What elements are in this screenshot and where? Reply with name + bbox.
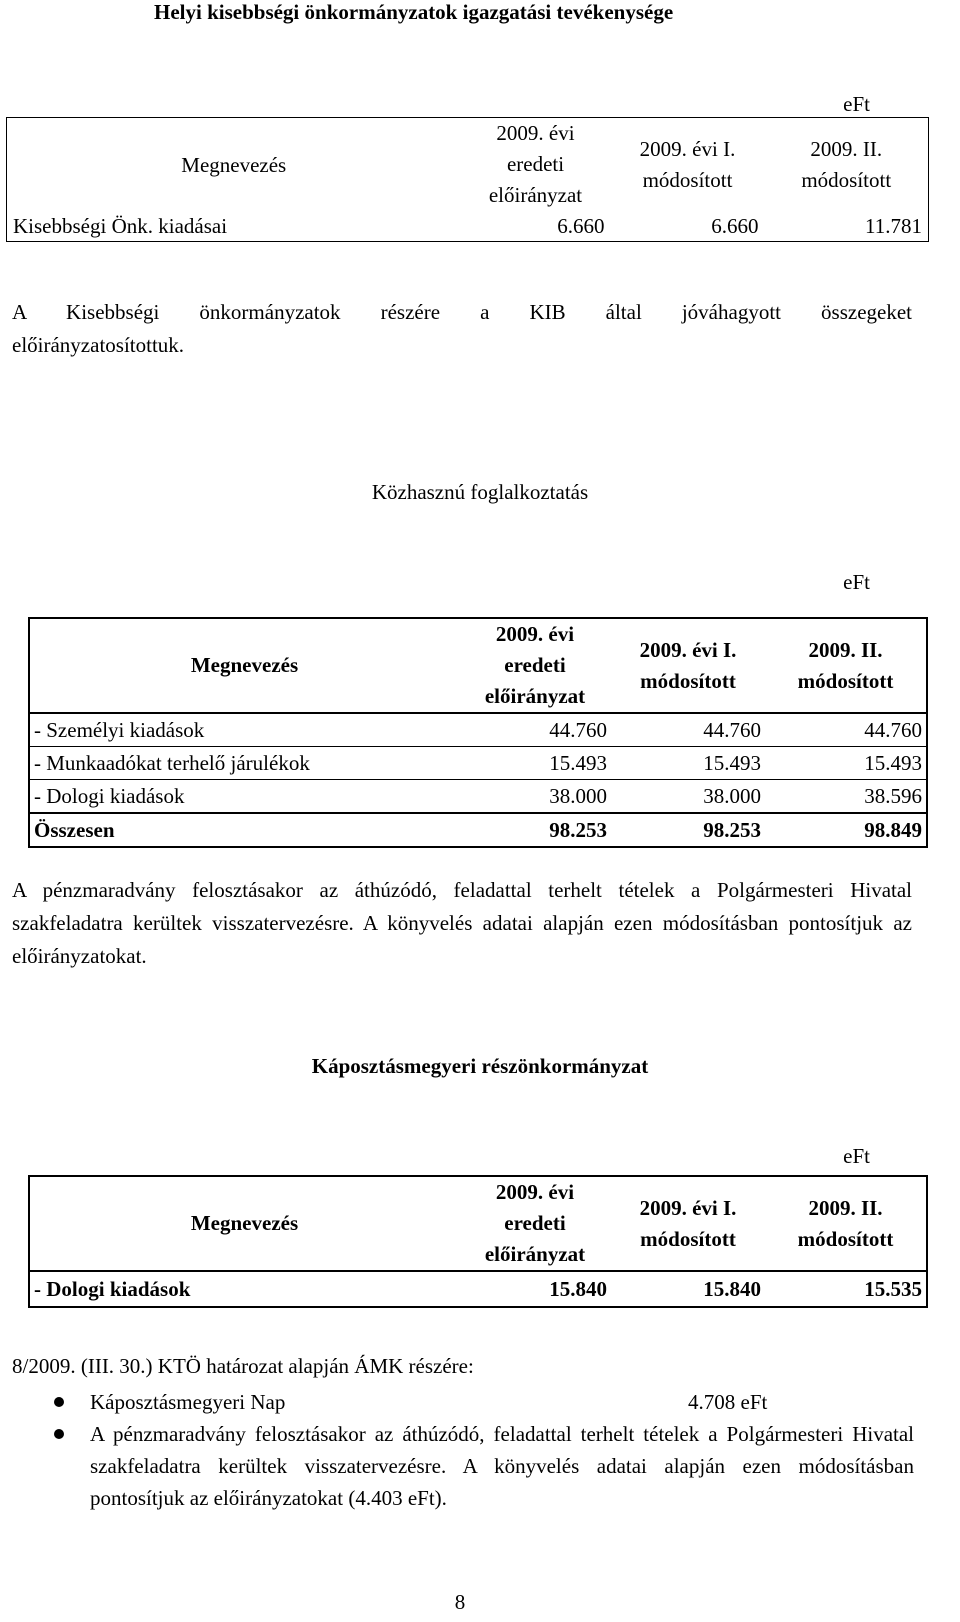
row-original: 6.660 (557, 214, 605, 238)
header-original: 2009. évi eredeti előirányzat (459, 1176, 611, 1271)
row-mod2: 11.781 (865, 214, 922, 238)
header-mod1: 2009. évi I. módosított (611, 1176, 765, 1271)
table-kisebbsegi (6, 117, 929, 242)
row-name: - Munkaadókat terhelő járulékok (29, 747, 459, 780)
page-number: 8 (454, 1590, 466, 1614)
total-mod2: 98.849 (765, 813, 927, 847)
bullet-icon (54, 1397, 64, 1407)
row-mod2: 15.493 (765, 747, 927, 780)
header-mod2: 2009. II. módosított (765, 1176, 927, 1271)
table-row (29, 747, 927, 780)
list-item (48, 1386, 914, 1418)
header-original: 2009. évi eredeti előirányzat (459, 618, 611, 713)
section-title-kozhasznu: Közhasznú foglalkoztatás (371, 480, 589, 504)
table-row (7, 211, 929, 242)
header-name: Megnevezés (181, 152, 287, 177)
table-header-row (29, 1176, 927, 1271)
table-total-row (29, 813, 927, 847)
header-mod2: 2009. II. módosított (765, 618, 927, 713)
header-name: Megnevezés (29, 1176, 459, 1271)
row-name: - Dologi kiadások (34, 1277, 191, 1301)
row-original: 38.000 (459, 780, 611, 814)
header-mod1: 2009. évi I. módosított (639, 136, 736, 192)
row-original: 15.493 (459, 747, 611, 780)
paragraph-kib: A Kisebbségi önkormányzatok részére a KIB által jóváhagyott összegeket előirányzatosítottuk. (12, 300, 912, 357)
table-header-row (7, 118, 929, 212)
table-row (29, 713, 927, 747)
header-mod1: 2009. évi I. módosított (611, 618, 765, 713)
unit-label: eFt (843, 570, 870, 594)
bullet-icon (54, 1429, 64, 1439)
bullet-text: Káposztásmegyeri Nap (90, 1390, 286, 1414)
row-mod1: 44.760 (703, 718, 761, 742)
total-name: Összesen (29, 813, 459, 847)
row-name: Kisebbségi Önk. kiadásai (13, 214, 228, 238)
total-original: 98.253 (459, 813, 611, 847)
page-title: Helyi kisebbségi önkormányzatok igazgatási tevékenysége (154, 0, 674, 24)
decision-line: 8/2009. (III. 30.) KTÖ határozat alapján ÁMK részére: (12, 1354, 474, 1378)
row-mod1: 6.660 (711, 214, 759, 238)
table-header-row (29, 618, 927, 713)
total-mod1: 98.253 (611, 813, 765, 847)
header-name: Megnevezés (29, 618, 459, 713)
row-mod2: 38.596 (765, 780, 927, 814)
bullet-list (48, 1386, 914, 1514)
unit-label: eFt (843, 92, 870, 116)
section-title-kaposztasmegyer: Káposztásmegyeri részönkormányzat (311, 1054, 649, 1078)
paragraph-penzmaradvany: A pénzmaradvány felosztásakor az áthúzódó, feladattal terhelt tételek a Polgármesteri Hivatal szakfeladatra kerültek visszatervezésre. A könyvelés adatai alapján ezen módosításban pontosítjuk az előirányzatokat. (12, 878, 912, 968)
row-mod2: 44.760 (864, 718, 922, 742)
row-mod1: 15.840 (703, 1277, 761, 1301)
row-name: - Személyi kiadások (34, 718, 205, 742)
row-original: 44.760 (549, 718, 607, 742)
bullet-text: A pénzmaradvány felosztásakor az áthúzódó, feladattal terhelt tételek a Polgármesteri Hivatal szakfeladatra kerültek visszatervezésre. A könyvelés adatai alapján ezen módosításban pontosítjuk az előirányzatokat (4.403 eFt). (90, 1422, 914, 1510)
row-mod1: 15.493 (611, 747, 765, 780)
row-original: 15.840 (549, 1277, 607, 1301)
table-row (29, 780, 927, 814)
table-row (29, 1271, 927, 1307)
header-mod2: 2009. II. módosított (801, 136, 892, 192)
list-item (48, 1418, 914, 1514)
header-original: 2009. évi eredeti előirányzat (488, 121, 583, 207)
row-name: - Dologi kiadások (29, 780, 459, 814)
table-kaposztasmegyer (28, 1175, 928, 1308)
unit-label: eFt (843, 1144, 870, 1168)
table-kozhasznu (28, 617, 928, 848)
bullet-amount: 4.708 eFt (688, 1390, 768, 1414)
row-mod1: 38.000 (611, 780, 765, 814)
row-mod2: 15.535 (864, 1277, 922, 1301)
